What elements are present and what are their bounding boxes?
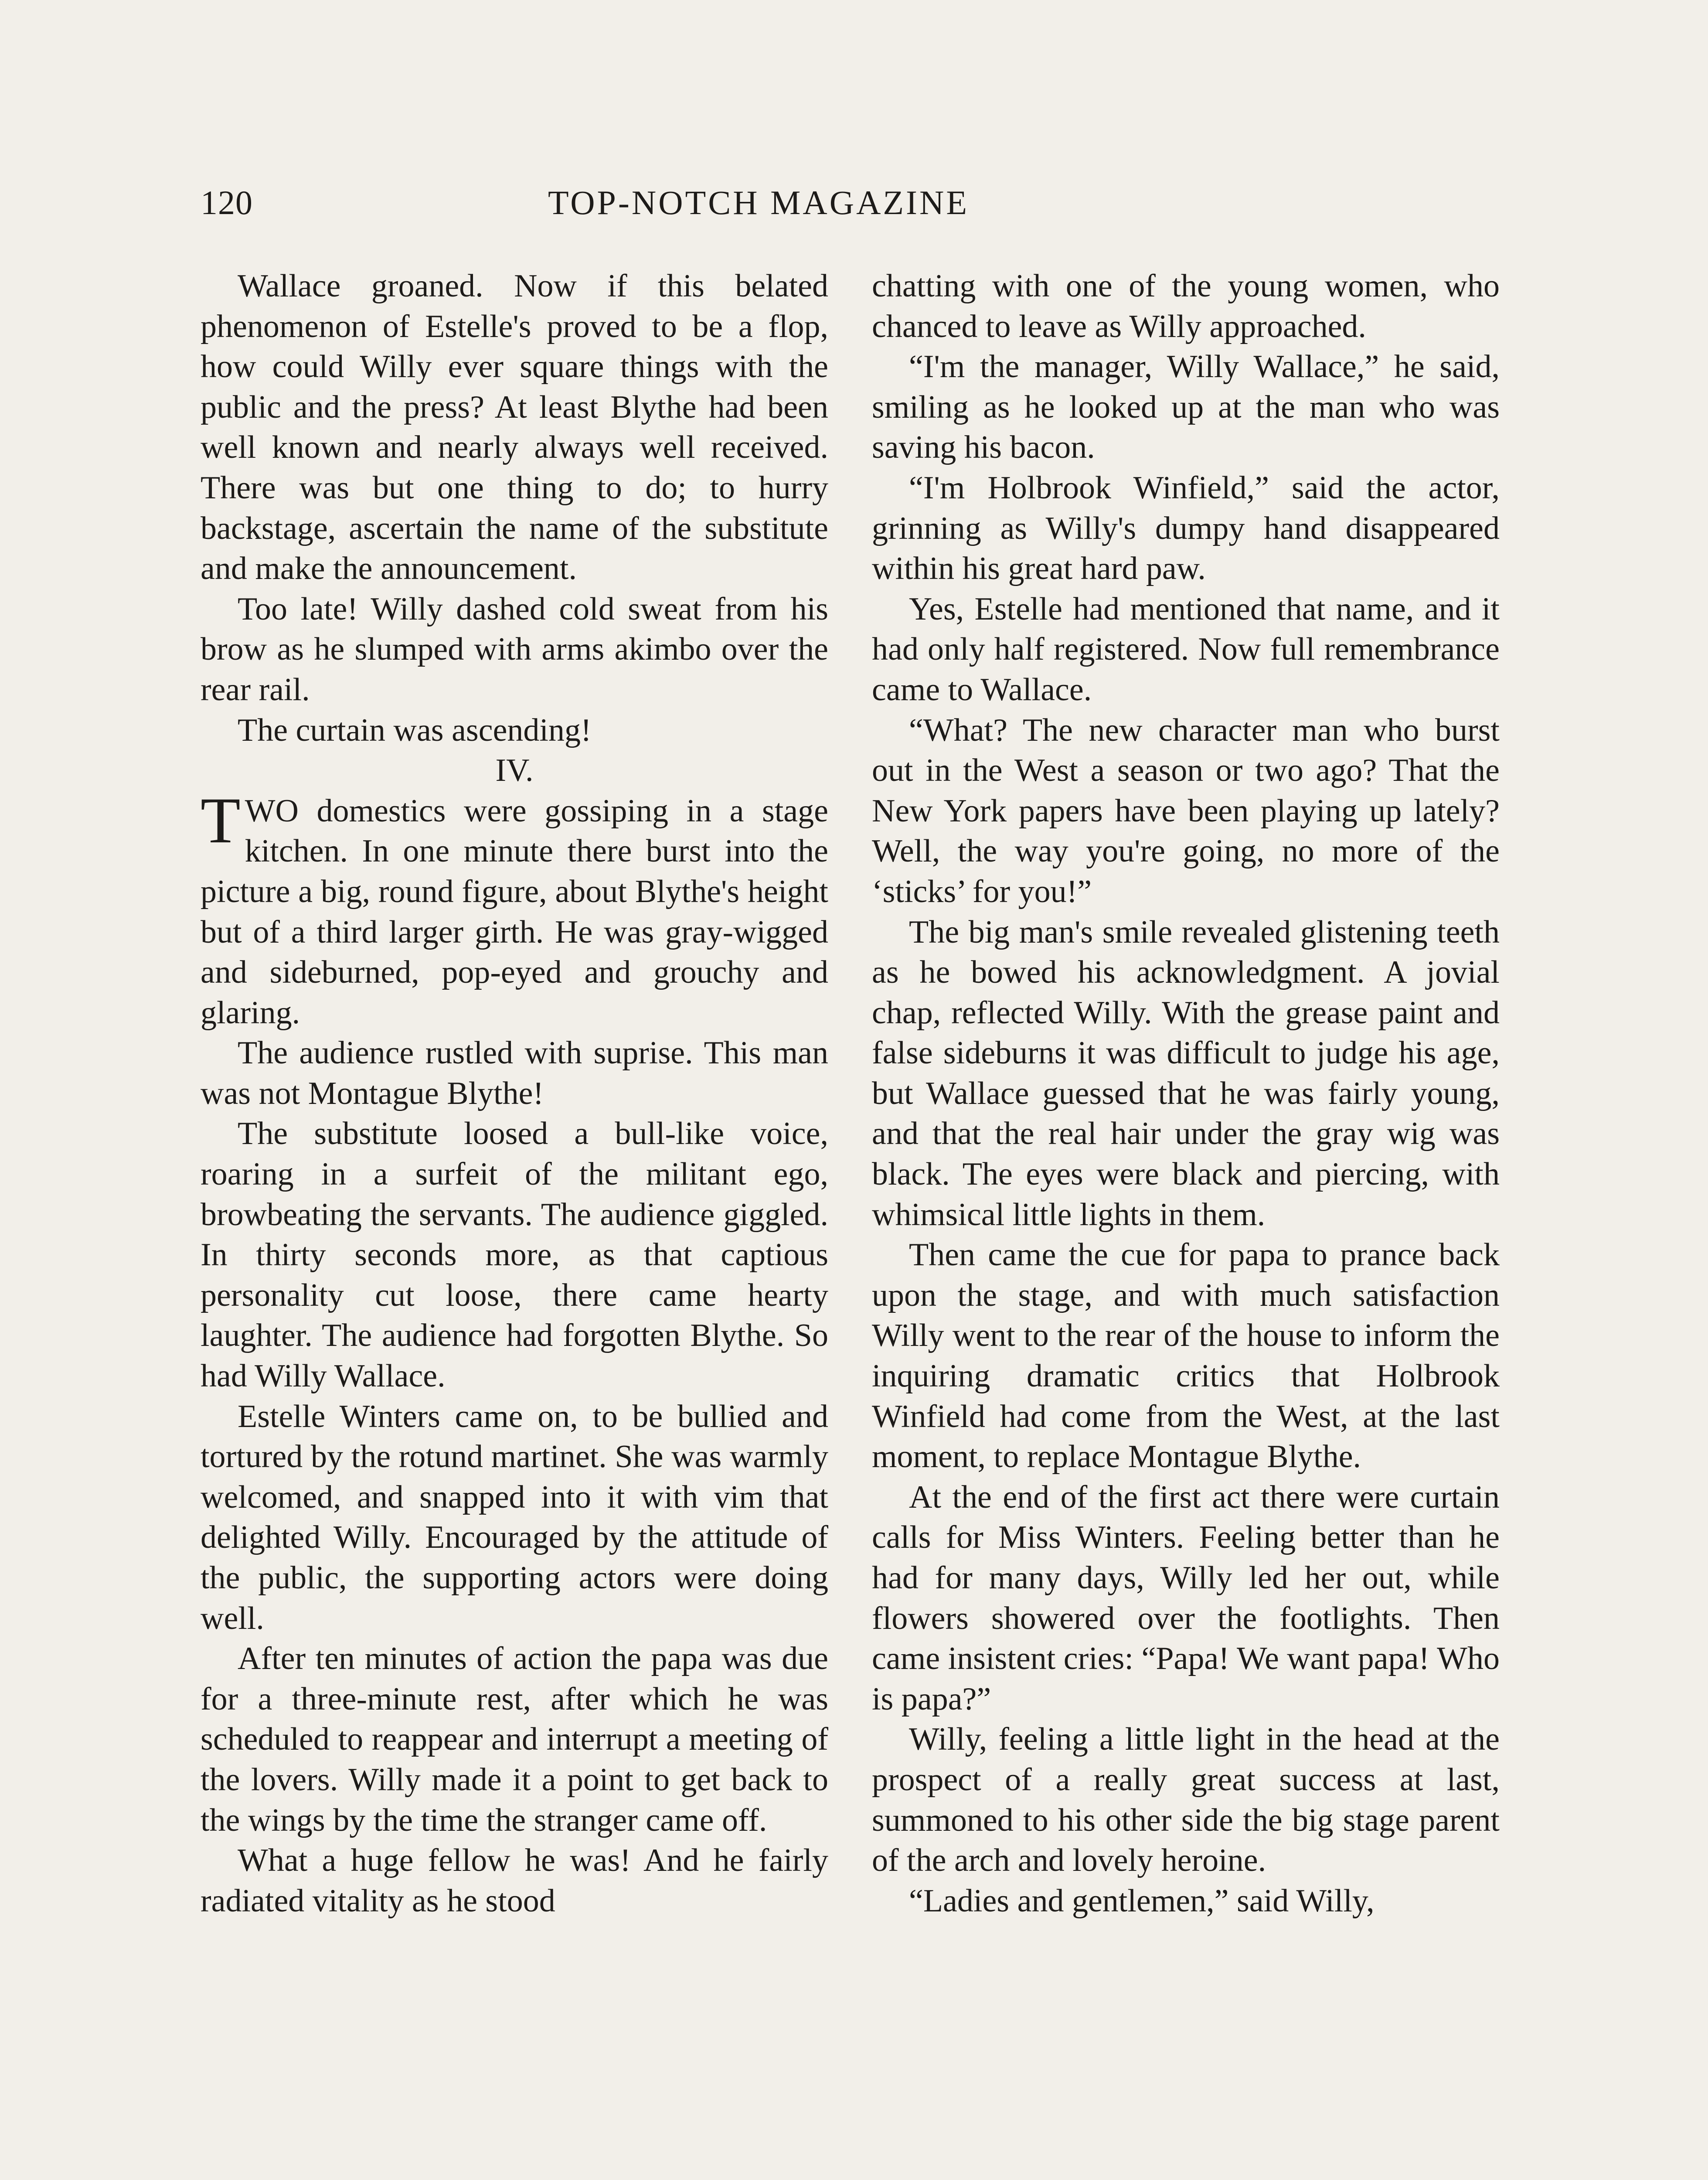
paragraph: chatting with one of the young women, who chanced to leave as Willy approached.: [872, 268, 1500, 344]
running-title: TOP-NOTCH MAGAZINE: [548, 184, 969, 221]
section-number: IV.: [495, 753, 534, 789]
paragraph-with-dropcap: [201, 784, 828, 1033]
paragraph: The curtain was ascending!: [238, 712, 592, 748]
paragraph: Too late! Willy dashed cold sweat from his brow as he slumped with arms akimbo over the rear rail.: [201, 591, 828, 708]
paragraph: “I'm the manager, Willy Wallace,” he said, smiling as he looked up at the man who was saving his bacon.: [872, 349, 1500, 466]
paragraph: “I'm Holbrook Winfield,” said the actor, grinning as Willy's dumpy hand disappeared within his great hard paw.: [872, 470, 1500, 587]
paragraph: At the end of the first act there were curtain calls for Miss Winters. Feeling better than he had for many days, Willy led her out, while flowers showered over the footlights. Then came insistent cries: “Papa! We want papa! Who is papa?”: [872, 1479, 1500, 1717]
drop-cap: T: [201, 784, 241, 857]
paragraph: Yes, Estelle had mentioned that name, and it had only half registered. Now full remembrance came to Wallace.: [872, 591, 1500, 708]
paragraph: After ten minutes of action the papa was due for a three-minute rest, after which he was scheduled to reappear and interrupt a meeting of the lovers. Willy made it a point to get back to the wings by the time the stranger came off.: [201, 1641, 828, 1838]
paragraph: Then came the cue for papa to prance back upon the stage, and with much satisfaction Willy went to the rear of the house to inform the inquiring dramatic critics that Holbrook Winfield had come from the West, at the last moment, to replace Montague Blythe.: [872, 1237, 1500, 1475]
paragraph-text: WO domestics were gossiping in a stage kitchen. In one minute there burst into the picture a big, round figure, about Blythe's height but of a third larger girth. He was gray-wigged and sideburned, pop-eyed and grouchy and glaring.: [201, 793, 828, 1031]
page-header: [201, 183, 1099, 231]
paragraph: “What? The new character man who burst out in the West a season or two ago? That the New York papers have been playing up lately? Well, the way you're going, no more of the ‘sticks’ for you!”: [872, 712, 1500, 909]
paragraph: Wallace groaned. Now if this belated phenomenon of Estelle's proved to be a flop, how could Willy ever square things with the public and the press? At least Blythe had been well known and nearly always well received. There was but one thing to do; to hurry backstage, ascertain the name of the substitute and make the announcement.: [201, 268, 828, 587]
paragraph: Willy, feeling a little light in the head at the prospect of a really great success at last, summoned to his other side the big stage parent of the arch and lovely heroine.: [872, 1721, 1500, 1879]
left-column: [201, 266, 828, 1921]
paragraph: The substitute loosed a bull-like voice, roaring in a surfeit of the militant ego, browbeating the servants. The audience giggled. In thirty seconds more, as that captious personality cut loose, there came hearty laughter. The audience had forgotten Blythe. So had Willy Wallace.: [201, 1116, 828, 1394]
right-column: [872, 266, 1500, 1921]
paragraph: The audience rustled with suprise. This man was not Montague Blythe!: [201, 1035, 828, 1111]
paragraph: What a huge fellow he was! And he fairly radiated vitality as he stood: [201, 1843, 828, 1919]
paragraph: Estelle Winters came on, to be bullied and tortured by the rotund martinet. She was warmly welcomed, and snapped into it with vim that delighted Willy. Encouraged by the attitude of the public, the supporting actors were doing well.: [201, 1398, 828, 1636]
page-number: 120: [201, 184, 253, 221]
paragraph: “Ladies and gentlemen,” said Willy,: [909, 1883, 1375, 1919]
paragraph: The big man's smile revealed glistening teeth as he bowed his acknowledgment. A jovial chap, reflected Willy. With the grease paint and false sideburns it was difficult to judge his age, but Wallace guessed that he was fairly young, and that the real hair under the gray wig was black. The eyes were black and piercing, with whimsical little lights in them.: [872, 914, 1500, 1233]
